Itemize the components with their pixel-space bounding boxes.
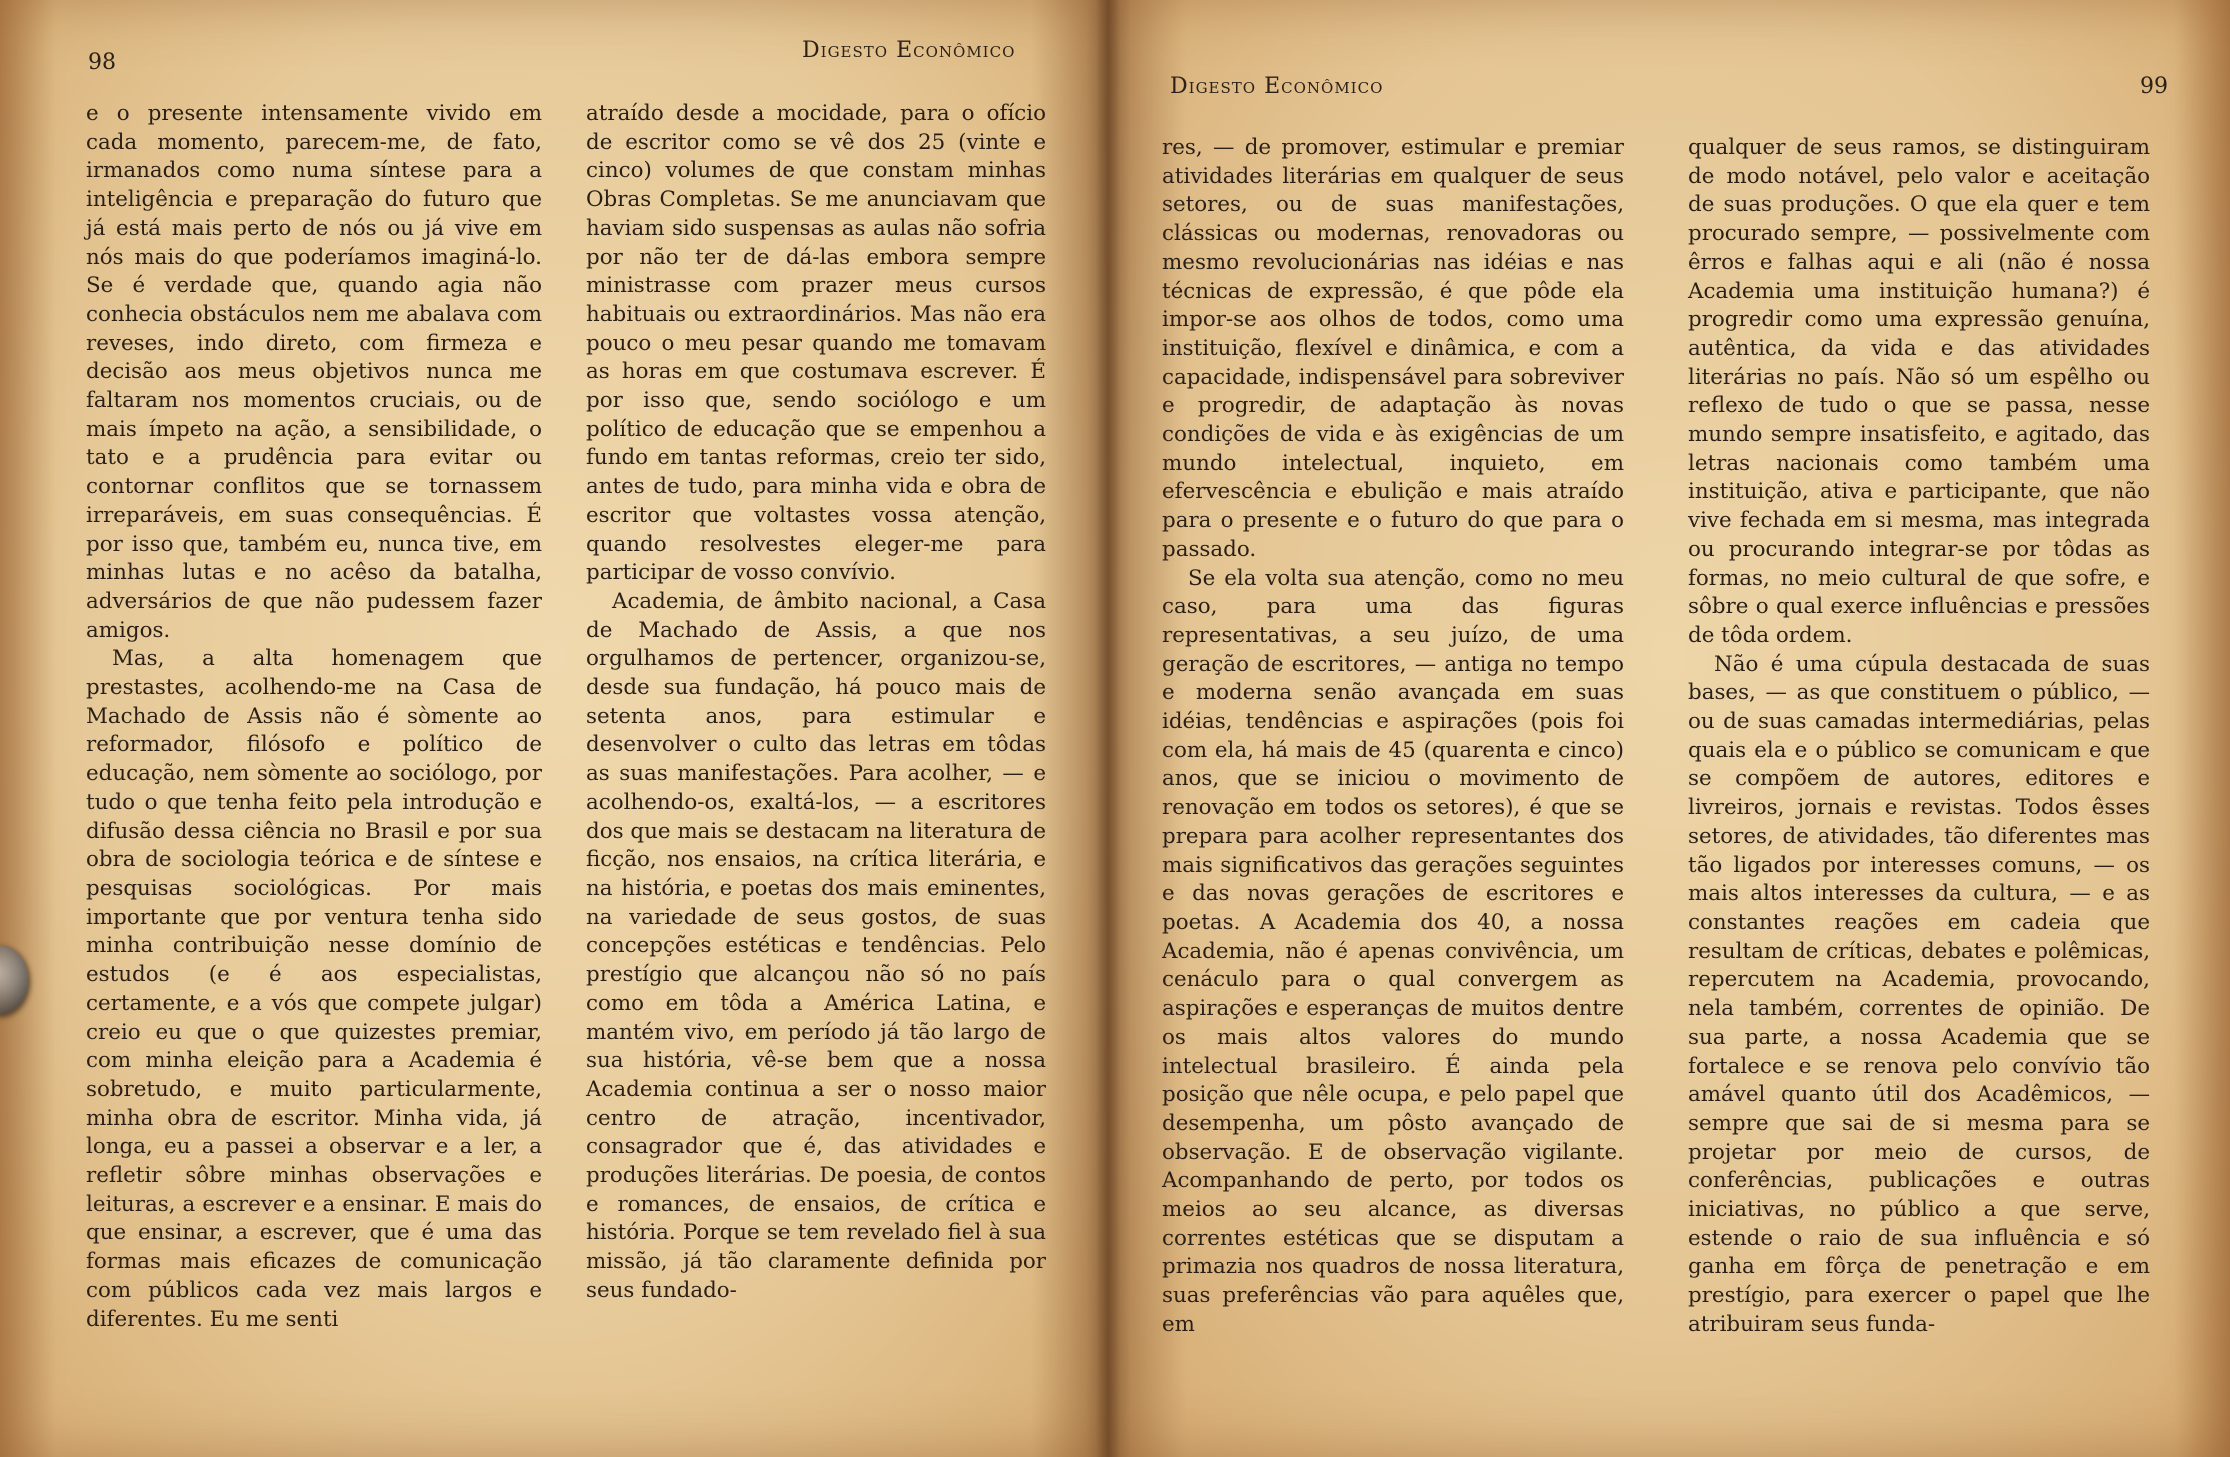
right-column-2 xyxy=(1688,134,2150,1340)
binding-rivet xyxy=(0,945,28,1015)
page-number-left: 98 xyxy=(88,50,116,75)
left-column-2 xyxy=(586,100,1046,1306)
paragraph: qualquer de seus ramos, se distinguiram de modo notável, pelo valor e aceitação de suas produções. O que ela quer e tem procurado sempre, — possivelmente com êrros e falhas aqui e ali (não é nossa Academia uma instituição humana?) é progredir como uma expressão genuína, autêntica, da vida e das atividades literárias no país. Não só um espêlho ou reflexo de tudo o que se passa, nesse mundo sempre insatisfeito, e agitado, das letras nacionais como também uma instituição, ativa e participante, que não vive fechada em si mesma, mas integrada ou procurando integrar-se por tôdas as formas, no meio cultural de que sofre, e sôbre o qual exerce influências e pressões de tôda ordem. xyxy=(1688,135,2150,648)
paragraph: res, — de promover, estimular e premiar atividades literárias em qualquer de seus setores, ou de suas manifestações, clássicas ou modernas, renovadoras ou mesmo revolucionárias nas idéias e nas técnicas de expressão, é que pôde ela impor-se aos olhos de todos, como uma instituição, flexível e dinâmica, e com a capacidade, indispensável para sobreviver e progredir, de adaptação às novas condições de vida e às exigências de um mundo intelectual, inquieto, em efervescência e ebulição e mais atraído para o presente e o futuro do que para o passado. xyxy=(1162,135,1624,562)
right-column-1 xyxy=(1162,134,1624,1340)
paragraph: atraído desde a mocidade, para o ofício de escritor como se vê dos 25 (vinte e cinco) volumes de que constam minhas Obras Completas. Se me anunciavam que haviam sido suspensas as aulas não sofria por não ter de dá-las embora sempre ministrasse com prazer meus cursos habituais ou extraordinários. Mas não era pouco o meu pesar quando me tomavam as horas em que costumava escrever. É por isso que, sendo sociólogo e um político de educação que se empenhou a fundo em tantas reformas, creio ter sido, antes de tudo, para minha vida e obra de escritor que voltastes vossa atenção, quando resolvestes eleger-me para participar de vosso convívio. xyxy=(586,101,1046,586)
running-head-left: Digesto Econômico xyxy=(802,38,1016,63)
book-gutter xyxy=(1096,0,1120,1457)
paragraph: Não é uma cúpula destacada de suas bases, — as que constituem o público, — ou de suas camadas intermediárias, pelas quais ela e o público se comunicam e que se compõem de autores, editores e livreiros, jornais e revistas. Todos êsses setores, de atividades, tão diferentes mas tão ligados por interesses comuns, — os mais altos interesses da cultura, — e as constantes reações em cadeia que resultam de críticas, debates e polêmicas, repercutem na Academia, provocando, nela também, correntes de opinião. De sua parte, a nossa Academia que se fortalece e se renova pelo convívio tão amável quanto útil dos Acadêmicos, — sempre que sai de si mesma para se projetar por meio de cursos, de conferências, publicações e outras iniciativas, no público a que serve, estende o raio de sua influência e só ganha em fôrça de penetração e em prestígio, para exercer o papel que lhe atribuiram seus funda- xyxy=(1688,651,2150,1337)
paragraph: Se ela volta sua atenção, como no meu caso, para uma das figuras representativas, a seu juízo, de uma geração de escritores, — antiga no tempo e moderna senão avançada em suas idéias, tendências e aspirações (pois foi com ela, há mais de 45 (quarenta e cinco) anos, que se iniciou o movimento de renovação em todos os setores), é que se prepara para acolher representantes dos mais significativos das gerações seguintes e das novas gerações de escritores e poetas. A Academia dos 40, a nossa Academia, não é apenas convivência, um cenáculo para o qual convergem as aspirações e esperanças de muitos dentre os mais altos valores do mundo intelectual brasileiro. É ainda pela posição que nêle ocupa, e pelo papel que desempenha, um pôsto avançado de observação. E de observação vigilante. Acompanhando de perto, por todos os meios ao seu alcance, as diversas correntes estéticas que se disputam a primazia nos quadros de nossa literatura, suas preferências vão para aquêles que, em xyxy=(1162,565,1624,1337)
left-page xyxy=(0,0,1108,1457)
paragraph: Mas, a alta homenagem que prestastes, acolhendo-me na Casa de Machado de Assis não é sòmente ao reformador, filósofo e político de educação, nem sòmente ao sociólogo, por tudo o que tenha feito pela introdução e difusão dessa ciência no Brasil e por sua obra de sociologia teórica e de síntese e pesquisas sociológicas. Por mais importante que por ventura tenha sido minha contribuição nesse domínio de estudos (e é aos especialistas, certamente, e a vós que compete julgar) creio eu que o que quizestes premiar, com minha eleição para a Academia é sobretudo, e muito particularmente, minha obra de escritor. Minha vida, já longa, eu a passei a observar e a ler, a refletir sôbre minhas observações e leituras, a escrever e a ensinar. E mais do que ensinar, a escrever, que é uma das formas mais eficazes de comunicação com públicos cada vez mais largos e diferentes. Eu me senti xyxy=(86,646,542,1332)
paragraph: Academia, de âmbito nacional, a Casa de Machado de Assis, a que nos orgulhamos de pertencer, organizou-se, desde sua fundação, há pouco mais de setenta anos, para estimular e desenvolver o culto das letras em tôdas as suas manifestações. Para acolher, — e acolhendo-os, exaltá-los, — a escritores dos que mais se destacam na literatura de ficção, nos ensaios, na crítica literária, e na história, e poetas dos mais eminentes, na variedade de seus gostos, de suas concepções estéticas e tendências. Pelo prestígio que alcançou não só no país como em tôda a América Latina, e mantém vivo, em período já tão largo de sua história, vê-se bem que a nossa Academia continua a ser o nosso maior centro de atração, incentivador, consagrador que é, das atividades e produções literárias. De poesia, de contos e romances, de ensaios, de crítica e história. Porque se tem revelado fiel à sua missão, já tão claramente definida por seus fundado- xyxy=(586,588,1046,1303)
right-page xyxy=(1108,0,2230,1457)
left-column-1 xyxy=(86,100,542,1334)
running-head-right: Digesto Econômico xyxy=(1170,74,1384,99)
page-number-right: 99 xyxy=(2140,74,2168,99)
paragraph: e o presente intensamente vivido em cada momento, parecem-me, de fato, irmanados como numa síntese para a inteligência e preparação do futuro que já está mais perto de nós ou já vive em nós mais do que poderíamos imaginá-lo. Se é verdade que, quando agia não conhecia obstáculos nem me abalava com reveses, indo direto, com firmeza e decisão aos meus objetivos nunca me faltaram nos momentos cruciais, ou de mais ímpeto na ação, a sensibilidade, o tato e a prudência para evitar ou contornar conflitos que se tornassem irreparáveis, em suas consequências. É por isso que, também eu, nunca tive, em minhas lutas e no acêso da batalha, adversários de que não pudessem fazer amigos. xyxy=(86,101,542,643)
